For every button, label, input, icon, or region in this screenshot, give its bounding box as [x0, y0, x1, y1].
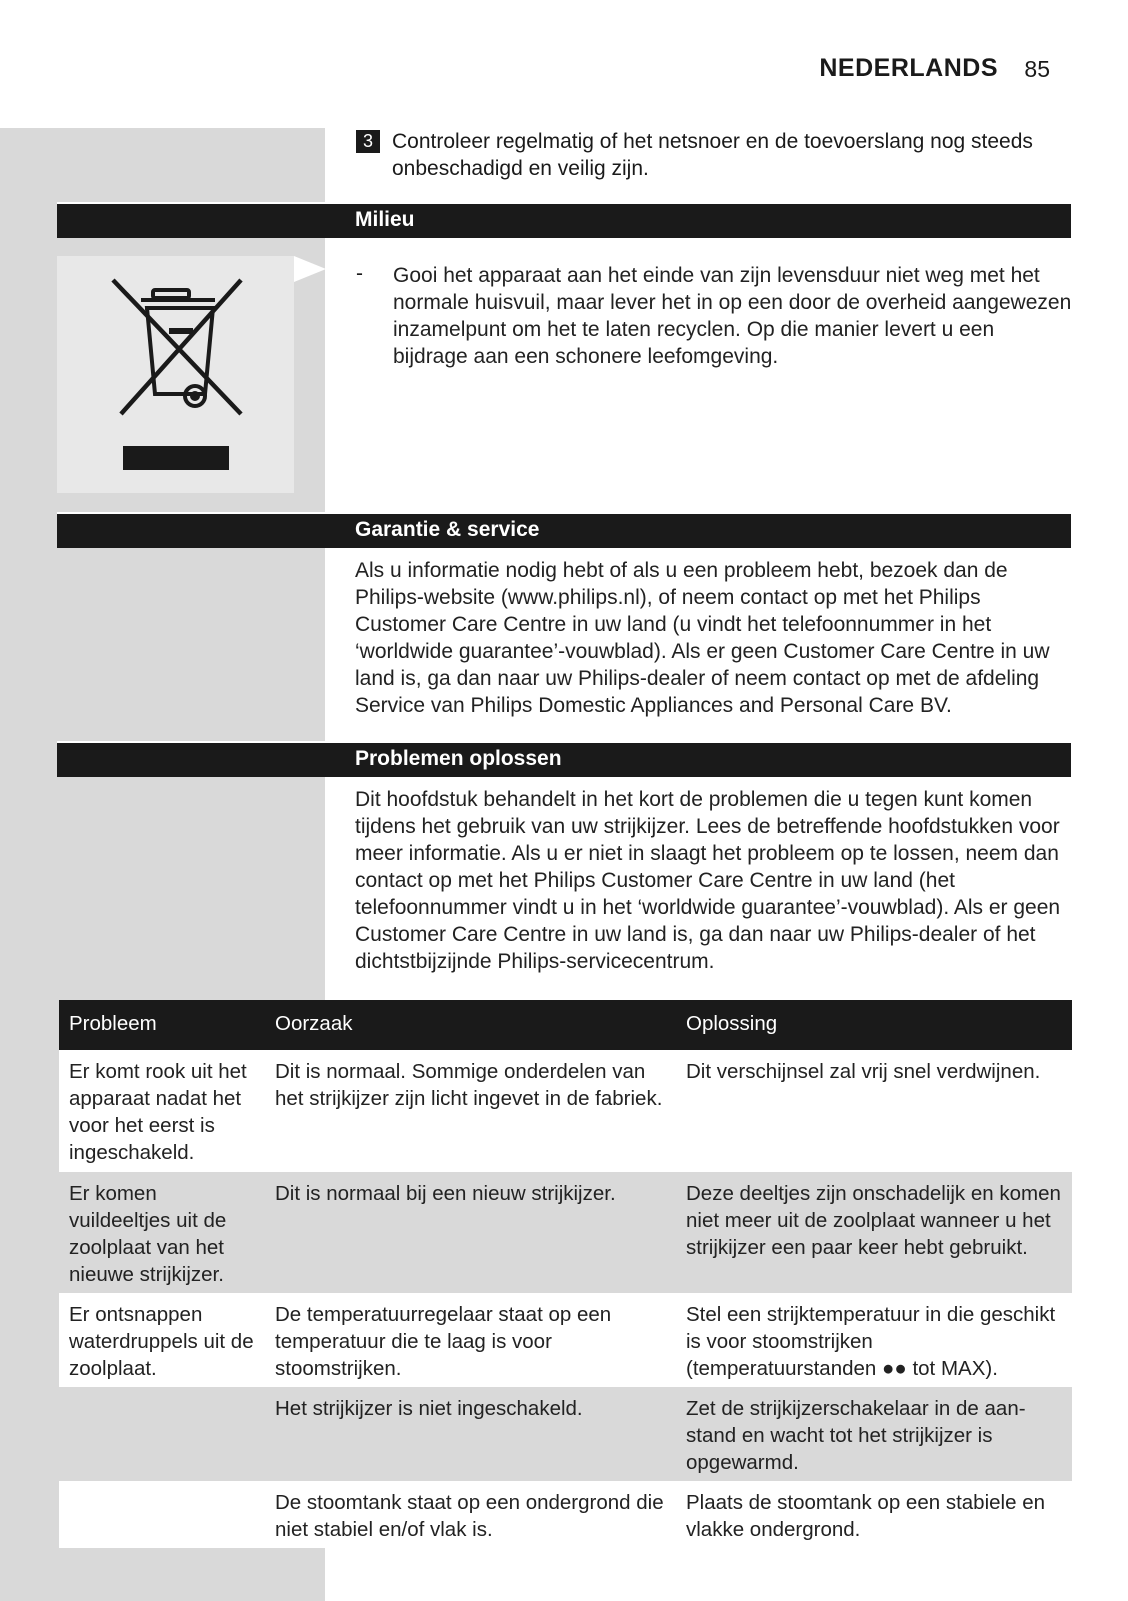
- table-row: [59, 1050, 1072, 1172]
- page-number: 85: [1024, 56, 1050, 82]
- section-title-milieu: [57, 202, 1071, 238]
- table-header-row: [59, 1000, 1072, 1050]
- cell-probleem: Er ontsnappen waterdruppels uit de zoolplaat.: [69, 1303, 254, 1380]
- step-number-badge: 3: [356, 130, 380, 153]
- icon-pointer-arrow: [294, 256, 326, 282]
- table-row: [59, 1172, 1072, 1293]
- cell-oorzaak: De stoomtank staat op een ondergrond die niet stabiel en/of vlak is.: [275, 1491, 664, 1541]
- troubleshooting-table: [59, 1000, 1072, 1548]
- section-title-garantie: [57, 512, 1071, 548]
- table-header-oplossing: Oplossing: [686, 1012, 778, 1035]
- cell-oplossing: Stel een strijktemperatuur in die geschikt is voor stoomstrijken (temperatuurstanden ●● tot MAX).: [686, 1303, 1056, 1380]
- step-text: Controleer regelmatig of het netsnoer en de toevoerslang nog steeds onbeschadigd en veilig zijn.: [392, 130, 1033, 180]
- crossed-out-wheelie-bin-icon: [57, 256, 294, 493]
- table-header-probleem: Probleem: [69, 1012, 157, 1035]
- problemen-text: Dit hoofdstuk behandelt in het kort de problemen die u tegen kunt komen tijdens het gebruik van uw strijkijzer. Lees de betreffende hoofdstukken voor meer informatie. Als u er niet in slaagt het probleem op te lossen, neem dan contact op met het Philips Customer Care Centre in uw land (het telefoonnummer vindt u in het ‘worldwide guarantee’-vouwblad). Als er geen Customer Care Centre in uw land is, ga dan naar uw Philips-dealer of het dichtstbijzijnde Philips-servicecentrum.: [355, 788, 1061, 973]
- section-heading: Garantie & service: [355, 518, 540, 541]
- table-row: [59, 1481, 1072, 1548]
- cell-oplossing: Zet de strijkijzerschakelaar in de aan-stand en wacht tot het strijkijzer is opgewarmd.: [686, 1397, 1026, 1474]
- cell-oorzaak: De temperatuurregelaar staat op een temperatuur die te laag is voor stoomstrijken.: [275, 1303, 612, 1380]
- cell-probleem: Er komt rook uit het apparaat nadat het voor het eerst is ingeschakeld.: [69, 1060, 247, 1164]
- section-heading: Milieu: [355, 208, 415, 231]
- section-title-problemen: [57, 741, 1071, 777]
- step-item: [356, 128, 1076, 180]
- table-row: [59, 1293, 1072, 1387]
- recycle-icon-panel: [57, 256, 294, 493]
- table-row: [59, 1387, 1072, 1481]
- cell-oplossing: Dit verschijnsel zal vrij snel verdwijnen.: [686, 1060, 1041, 1083]
- cell-oorzaak: Dit is normaal. Sommige onderdelen van het strijkijzer zijn licht ingevet in de fabriek.: [275, 1060, 663, 1110]
- garantie-text: Als u informatie nodig hebt of als u een probleem hebt, bezoek dan de Philips-website (www.philips.nl), of neem contact op met het Philips Customer Care Centre in uw land (u vindt het telefoonnummer in het ‘worldwide guarantee’-vouwblad). Als er geen Customer Care Centre in uw land is, ga dan naar uw Philips-dealer of neem contact op met de afdeling Service van Philips Domestic Appliances and Personal Care BV.: [355, 559, 1050, 717]
- section-heading: Problemen oplossen: [355, 747, 562, 770]
- cell-probleem: Er komen vuildeeltjes uit de zoolplaat van het nieuwe strijkijzer.: [69, 1182, 227, 1286]
- cell-oorzaak: Dit is normaal bij een nieuw strijkijzer.: [275, 1182, 616, 1205]
- milieu-text: Gooi het apparaat aan het einde van zijn levensduur niet weg met het normale huisvuil, maar lever het in op een door de overheid aangewezen inzamelpunt om het te laten recyclen. Op die manier levert u een bijdrage aan een schonere leefomgeving.: [393, 264, 1072, 368]
- cell-oplossing: Plaats de stoomtank op een stabiele en vlakke ondergrond.: [686, 1491, 1045, 1541]
- cell-oorzaak: Het strijkijzer is niet ingeschakeld.: [275, 1397, 583, 1420]
- bullet-dash: -: [356, 262, 363, 285]
- cell-oplossing: Deze deeltjes zijn onschadelijk en komen niet meer uit de zoolplaat wanneer u het strijkijzer een paar keer hebt gebruikt.: [686, 1182, 1061, 1259]
- page-language: NEDERLANDS: [819, 54, 998, 82]
- table-header-oorzaak: Oorzaak: [275, 1012, 353, 1035]
